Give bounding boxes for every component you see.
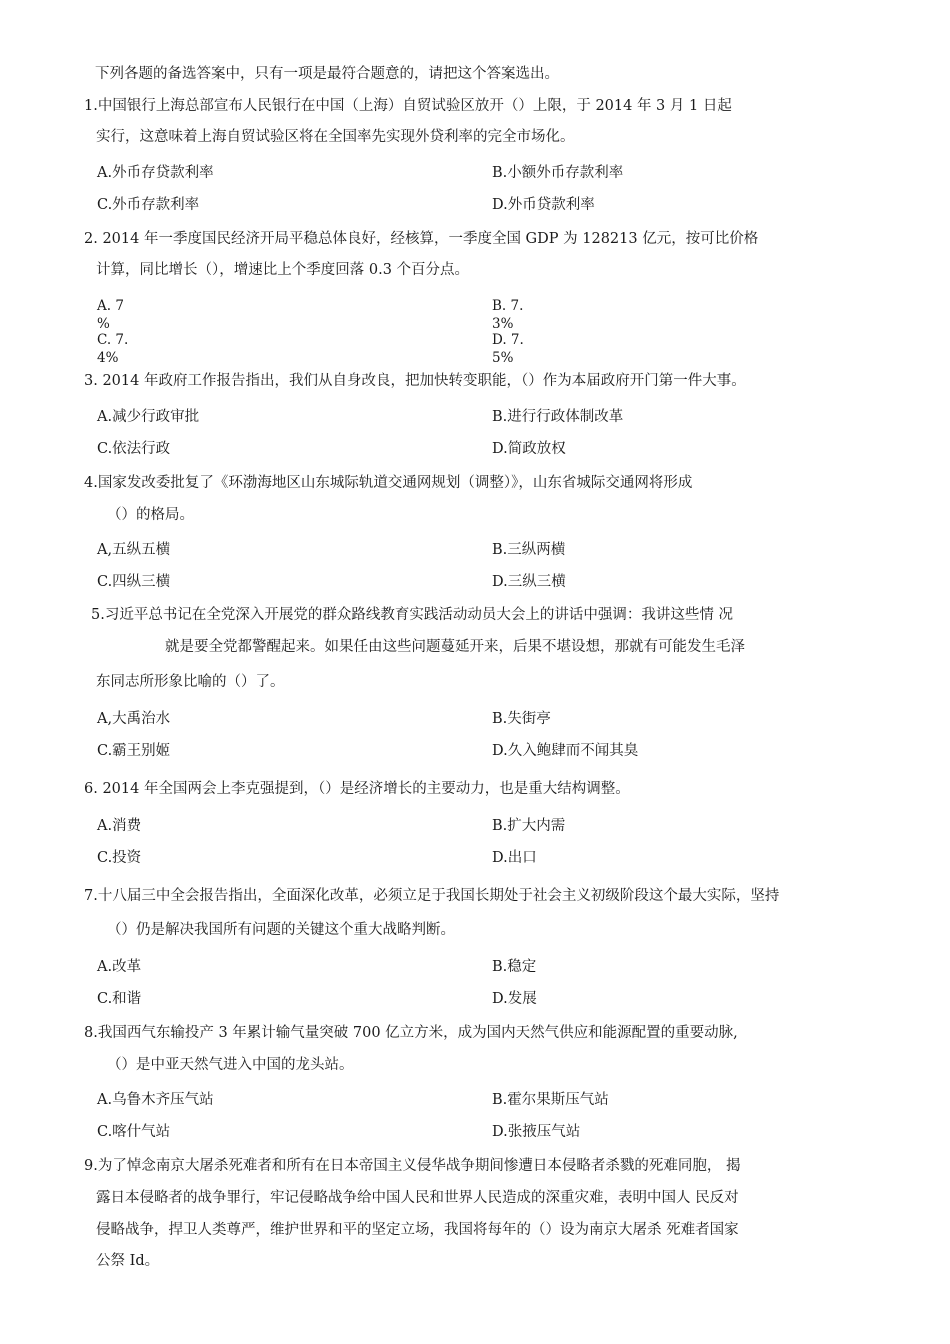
question-9-text: 侵略战争，捍卫人类尊严，维护世界和平的坚定立场，我国将每年的（）设为南京大屠杀 死难者国家 [96, 1222, 739, 1238]
option-d-suffix: 5% [492, 350, 514, 366]
question-2-text: 2. 2014 年一季度国民经济开局平稳总体良好，经核算，一季度全国 GDP 为 128213 亿元，按可比价格 [84, 231, 759, 247]
instructions: 下列各题的备选答案中，只有一项是最符合题意的，请把这个答案选出。 [95, 66, 559, 82]
question-7-text: （）仍是解决我国所有问题的关键这个重大战略判断。 [107, 922, 455, 938]
option-a[interactable]: A.减少行政审批 [97, 409, 200, 425]
option-b[interactable]: B.三纵两横 [492, 542, 566, 558]
question-5-text: 5.习近平总书记在全党深入开展党的群众路线教育实践活动动员大会上的讲话中强调：我讲这些情 况 [91, 607, 733, 623]
option-b[interactable]: B.扩大内需 [492, 818, 566, 834]
question-7-text: 7.十八届三中全会报告指出，全面深化改革，必须立足于我国长期处于社会主义初级阶段这个最大实际，坚持 [84, 888, 780, 904]
option-c[interactable]: C.和谐 [97, 991, 142, 1007]
option-a[interactable]: A. 7 [97, 298, 124, 314]
question-9-text: 露日本侵略者的战争罪行，牢记侵略战争给中国人民和世界人民造成的深重灾难，表明中国人 民反对 [96, 1190, 739, 1206]
question-5-text: 就是要全党都警醒起来。如果任由这些问题蔓延开来，后果不堪设想，那就有可能发生毛泽 [165, 639, 745, 655]
option-c[interactable]: C.喀什气站 [97, 1124, 171, 1140]
option-d[interactable]: D.久入鲍肆而不闻其臭 [492, 743, 639, 759]
option-d[interactable]: D.简政放权 [492, 441, 566, 457]
question-4-text: 4.国家发改委批复了《环渤海地区山东城际轨道交通网规划（调整）》，山东省城际交通网将形成 [84, 475, 693, 491]
option-b[interactable]: B. 7. [492, 298, 524, 314]
question-3-text: 3. 2014 年政府工作报告指出，我们从自身改良，把加快转变职能，（）作为本届政府开门第一件大事。 [84, 373, 746, 389]
option-d[interactable]: D.发展 [492, 991, 537, 1007]
option-c[interactable]: C.四纵三横 [97, 574, 171, 590]
question-2-text: 计算，同比增长（），增速比上个季度回落 0.3 个百分点。 [96, 262, 470, 278]
option-a[interactable]: A.消费 [97, 818, 142, 834]
option-b-suffix: 3% [492, 316, 514, 332]
option-b[interactable]: B.霍尔果斯压气站 [492, 1092, 609, 1108]
option-d[interactable]: D.外币贷款利率 [492, 197, 595, 213]
question-9-text: 9.为了悼念南京大屠杀死难者和所有在日本帝国主义侵华战争期间惨遭日本侵略者杀戮的死难同胞， 揭 [84, 1158, 741, 1174]
option-d[interactable]: D.张掖压气站 [492, 1124, 581, 1140]
question-8-text: （）是中亚天然气进入中国的龙头站。 [107, 1057, 354, 1073]
option-b[interactable]: B.稳定 [492, 959, 537, 975]
question-5-text: 东同志所形象比喻的（）了。 [96, 674, 285, 690]
question-8-text: 8.我国西气东输投产 3 年累计输气量突破 700 亿立方米，成为国内天然气供应和能源配置的重要动脉, [84, 1025, 738, 1041]
option-a-suffix: % [97, 316, 110, 332]
option-c[interactable]: C.外币存款利率 [97, 197, 200, 213]
option-b[interactable]: B.小额外币存款利率 [492, 165, 624, 181]
option-c[interactable]: C.投资 [97, 850, 142, 866]
option-d[interactable]: D. 7. [492, 332, 524, 348]
option-b[interactable]: B.进行行政体制改革 [492, 409, 624, 425]
option-d[interactable]: D.三纵三横 [492, 574, 566, 590]
option-c[interactable]: C. 7. [97, 332, 129, 348]
option-a[interactable]: A.乌鲁木齐压气站 [97, 1092, 214, 1108]
question-4-text: （）的格局。 [107, 507, 194, 523]
question-9-text: 公祭 Id。 [96, 1253, 160, 1269]
option-d[interactable]: D.出口 [492, 850, 537, 866]
question-1-text: 实行，这意味着上海自贸试验区将在全国率先实现外贷利率的完全市场化。 [96, 129, 575, 145]
question-1-text: 1.中国银行上海总部宣布人民银行在中国（上海）自贸试验区放开（）上限，于 2014 年 3 月 1 日起 [84, 98, 732, 114]
option-a[interactable]: A,大禹治水 [97, 711, 171, 727]
option-a[interactable]: A,五纵五横 [97, 542, 171, 558]
option-a[interactable]: A.外币存贷款利率 [97, 165, 214, 181]
option-c[interactable]: C.依法行政 [97, 441, 171, 457]
option-c-suffix: 4% [97, 350, 119, 366]
option-a[interactable]: A.改革 [97, 959, 142, 975]
option-c[interactable]: C.霸王别姬 [97, 743, 171, 759]
question-6-text: 6. 2014 年全国两会上李克强提到，（）是经济增长的主要动力，也是重大结构调整。 [84, 781, 630, 797]
option-b[interactable]: B.失街亭 [492, 711, 551, 727]
